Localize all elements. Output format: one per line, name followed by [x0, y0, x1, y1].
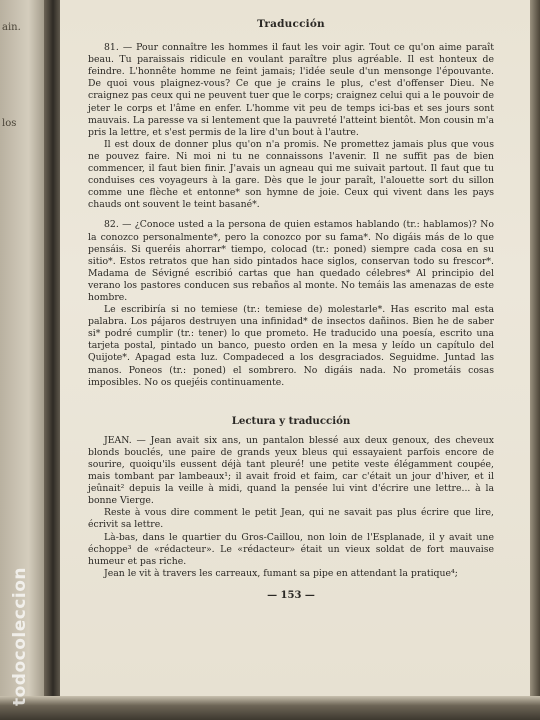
left-fragment-2: los [2, 118, 17, 129]
watermark-text: todocoleccion [10, 566, 30, 706]
section-title: Lectura y traducción [231, 414, 351, 427]
paragraph-jean-3: Là-bas, dans le quartier du Gros-Caillou, non loin de l'Esplanade, il y avait une échoppe³ de «rédacteur». Le «rédacteur» était un vieux soldat de fort mauvaise humeur et pas riche. [88, 531, 494, 567]
page-header: Traducción [257, 18, 325, 30]
paragraph-jean-1: JEAN. — Jean avait six ans, un pantalon blessé aux deux genoux, des cheveux blonds bouclés, une paire de grands yeux bleus qui essayaient parfois encore de sourire, quoiqu'ils eussent déjà tant pleuré! une petite veste élégamment coupée, mais tombant par lambeaux¹; il avait froid et faim, car c'était un jour d'hiver, et il jeûnait² depuis la veille à midi, quand la pensée lui vint d'écrire une lettre... à la bonne Vierge. [88, 434, 494, 507]
paragraph-jean-4: Jean le vit à travers les carreaux, fumant sa pipe en attendant la pratique⁴; [104, 567, 458, 579]
paragraph-82b: Le escribiría si no temiese (tr.: temiese de) molestarle*. Has escrito mal esta palabra. Los pájaros destruyen una infinidad* de insectos dañinos. Bien he de saber si* podré cumplir (tr.: tener) lo que prometo. He traducido una poesía, escrito una tarjeta postal, pintado un banco, puesto orden en la mesa y leído un capítulo del Quijote*. Apagad esta luz. Compadeced a los desgraciados. Seguidme. Juntad las manos. Poneos (tr.: poned) el sombrero. No digáis nada. No prometáis cosas imposibles. No os quejéis continuamente. [88, 304, 494, 388]
page-bottom-edge [0, 696, 540, 720]
left-fragment-1: ain. [2, 22, 21, 33]
paragraph-82: 82. — ¿Conoce usted a la persona de quien estamos hablando (tr.: hablamos)? No la conozco personalmente*, pero la conozco por su fama*. No digáis más de lo que pensáis. Si queréis ahorrar* tiempo, colocad (tr.: poned) siempre cada cosa en su sitio*. Estos retratos que han sido pintados hace siglos, conservan todo su frescor*. Madama de Sévigné escribió cartas que han quedado célebres* Al principio del verano los pastores conducen sus rebaños al monte. No temáis las amenazas de este hombre. [88, 219, 494, 303]
watermark [8, 540, 32, 710]
page-number: — 153 — [267, 589, 315, 601]
paragraph-81: 81. — Pour connaître les hommes il faut les voir agir. Tout ce qu'on aime paraît beau. Tu paraissais ridicule en voulant paraître plus agréable. Il est honteux de feindre. L'honnête homme ne feint jamais; l'idée seule d'un mensonge l'épouvante. De quoi vous plaignez-vous? Ce que je crains le plus, c'est d'offenser Dieu. Ne craignez pas ceux qui ne peuvent tuer que le corps; craignez celui qui a le pouvoir de jeter le corps et l'âme en enfer. L'homme vit peu de temps ici-bas et ses jours sont mauvais. La paresse va si lentement que la pauvreté l'atteint bientôt. Mon cousin m'a pris la lettre, et s'est permis de la lire d'un bout à l'autre. [88, 42, 494, 138]
page-text [88, 18, 494, 602]
paragraph-81b: Il est doux de donner plus qu'on n'a promis. Ne promettez jamais plus que vous ne pouvez faire. Ni moi ni tu ne connaissons l'avenir. Il ne suffit pas de bien commencer, il faut bien finir. J'avais un agneau qui me suivait partout. Il faut que tu conduises ces voyageurs à la gare. Dès que le jour paraît, l'alouette sort du sillon comme une flèche et entonne* son hymne de joie. Ceux qui vivent dans les pays chauds ont souvent le teint basané*. [88, 138, 494, 211]
paragraph-jean-2: Reste à vous dire comment le petit Jean, qui ne savait pas plus écrire que lire, écrivit sa lettre. [88, 507, 494, 531]
